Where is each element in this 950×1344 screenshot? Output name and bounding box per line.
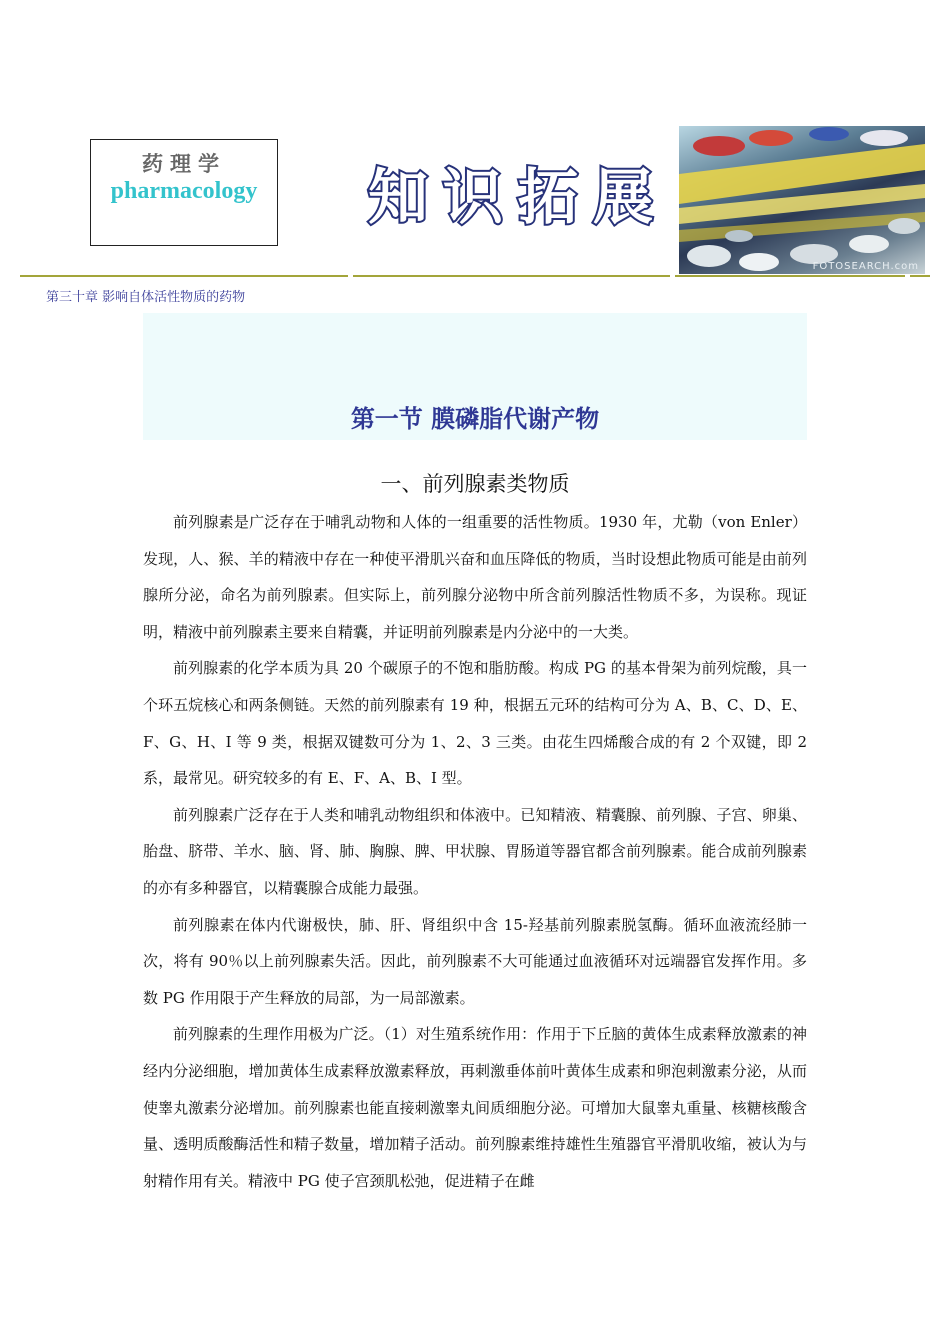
paragraph: 前列腺素是广泛存在于哺乳动物和人体的一组重要的活性物质。1930 年，尤勒（von Enler）发现，人、猴、羊的精液中存在一种使平滑肌兴奋和血压降低的物质，当时设想此物质可能是由前列腺所分泌，命名为前列腺素。但实际上，前列腺分泌物中所含前列腺活性物质不多，为误称。现证明，精液中前列腺素主要来自精囊，并证明前列腺素是内分泌中的一大类。 (143, 513, 807, 641)
pills-photo (679, 126, 925, 274)
logo-chinese-text: 药理学 (142, 152, 226, 176)
knowledge-expansion-banner: 知识拓展 (368, 163, 668, 233)
paragraph: 前列腺素广泛存在于人类和哺乳动物组织和体液中。已知精液、精囊腺、前列腺、子宫、卵巢、胎盘、脐带、羊水、脑、肾、肺、胸腺、脾、甲状腺、胃肠道等器官都含前列腺素。能合成前列腺素的亦有多种器官，以精囊腺合成能力最强。 (143, 805, 807, 897)
subsection-title: 一、前列腺素类物质 (380, 472, 570, 496)
chapter-heading: 第三十章 影响自体活性物质的药物 (46, 290, 246, 305)
paragraph: 前列腺素在体内代谢极快，肺、肝、肾组织中含 15-羟基前列腺素脱氢酶。循环血液流经肺一次，将有 90％以上前列腺素失活。因此，前列腺素不大可能通过血液循环对远端器官发挥作用。多数 PG 作用限于产生释放的局部，为一局部激素。 (143, 915, 807, 1007)
header-rule-left (20, 275, 348, 277)
section-title-box (143, 313, 807, 440)
header-rule-right (675, 275, 905, 277)
paragraph: 前列腺素的化学本质为具 20 个碳原子的不饱和脂肪酸。构成 PG 的基本骨架为前列烷酸，具一个环五烷核心和两条侧链。天然的前列腺素有 19 种，根据五元环的结构可分为 A、B、C、D、E、F、G、H、I 等 9 类，根据双键数可分为 1、2、3 三类。由花生四烯酸合成的有 2 个双键，即 2 系，最常见。研究较多的有 E、F、A、B、I 型。 (143, 659, 807, 788)
section-title: 第一节 膜磷脂代谢产物 (350, 405, 600, 433)
header-rule-middle (353, 275, 670, 277)
pharmacology-logo (90, 139, 278, 246)
body-text (143, 504, 807, 1199)
header-rule-end (910, 275, 930, 277)
paragraph: 前列腺素的生理作用极为广泛。（1）对生殖系统作用：作用于下丘脑的黄体生成素释放激素的神经内分泌细胞，增加黄体生成素释放激素释放，再刺激垂体前叶黄体生成素和卵泡刺激素分泌，从而使睾丸激素分泌增加。前列腺素也能直接刺激睾丸间质细胞分泌。可增加大鼠睾丸重量、核糖核酸含量、透明质酸酶活性和精子数量，增加精子活动。前列腺素维持雄性生殖器官平滑肌收缩，被认为与射精作用有关。精液中 PG 使子宫颈肌松弛，促进精子在雌 (143, 1025, 807, 1190)
photo-watermark: FOTOSEARCH.com (812, 261, 919, 272)
pills-illustration (679, 126, 925, 274)
logo-english-text: pharmacology (110, 178, 258, 204)
